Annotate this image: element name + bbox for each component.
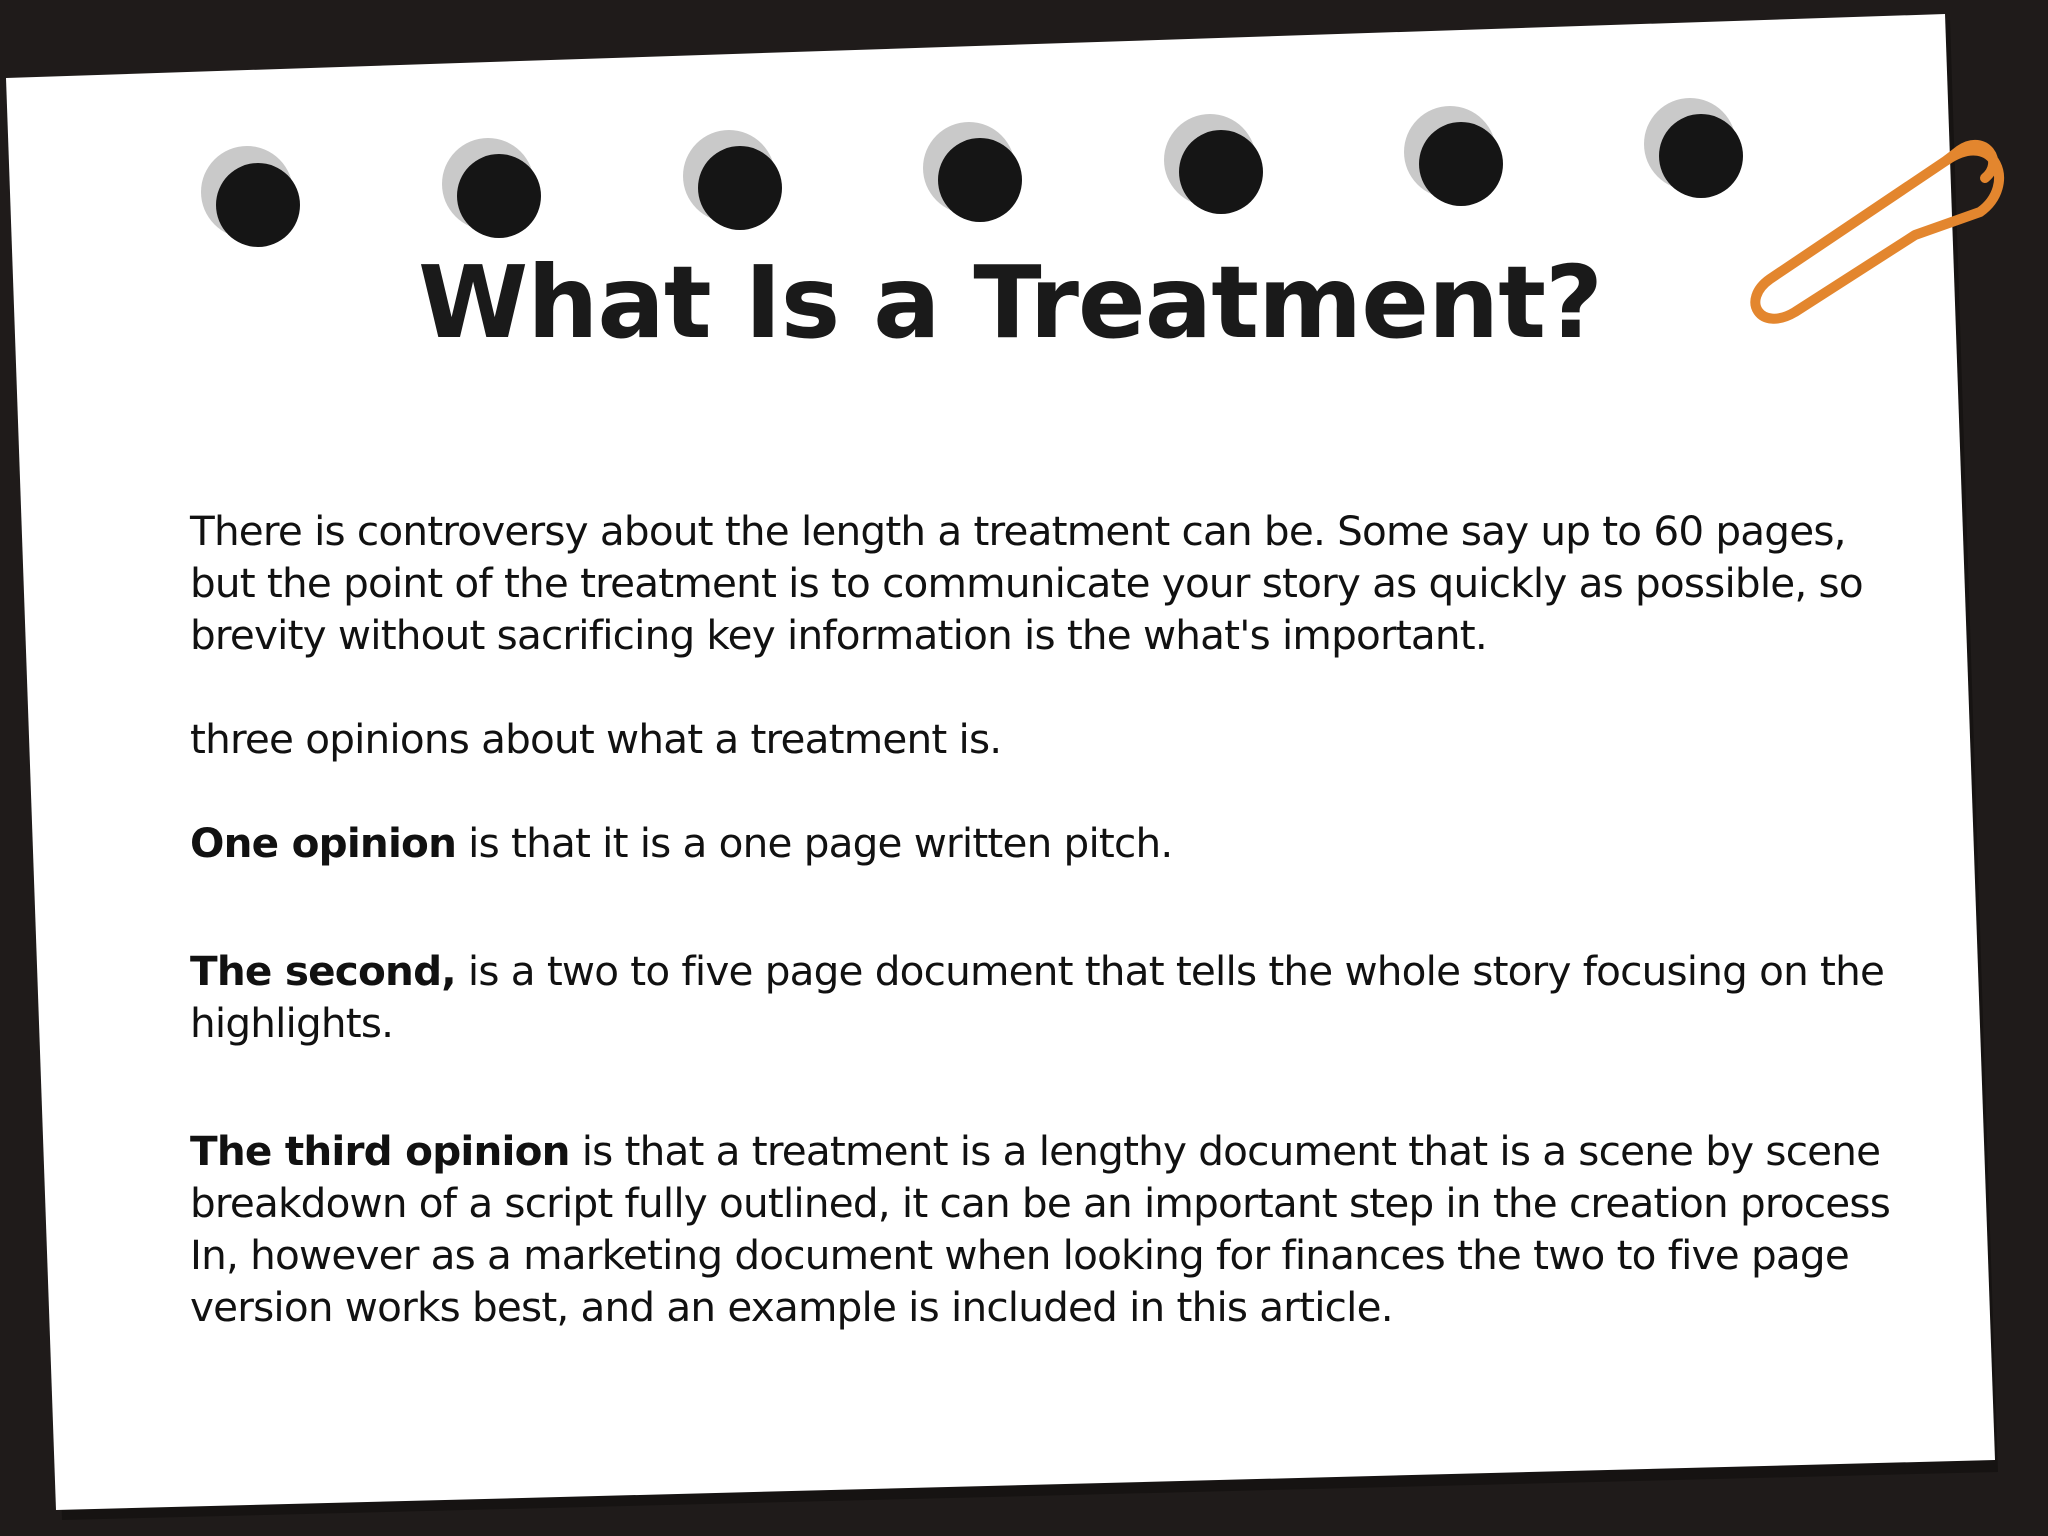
body-text [190,505,1890,1333]
opinion-three-text: is that a treatment is a lengthy document that is a scene by scene breakdown of a script fully outlined, it can be an important step in the creation process In, however as a marketing document when looking for finances the two to five page version works best, and an example is included in this article. [190,1127,1891,1331]
opinion-one-lead: One opinion [190,819,457,867]
paragraph-opinions-intro: three opinions about what a treatment is. [190,715,1002,763]
page-title: What Is a Treatment? [417,244,1603,361]
opinion-two [190,945,1890,1049]
opinion-three-lead: The third opinion [190,1127,570,1175]
paragraph-length: There is controversy about the length a treatment can be. Some say up to 60 pages, but the point of the treatment is to communicate your story as quickly as possible, so brevity without sacrificing key information is the what's important. [190,507,1863,659]
opinion-three [190,1125,1890,1333]
opinion-two-lead: The second, [190,947,456,995]
opinion-two-text: is a two to five page document that tells the whole story focusing on the highlights. [190,947,1885,1047]
opinion-one-text: is that it is a one page written pitch. [456,819,1173,867]
opinion-one [190,817,1890,869]
